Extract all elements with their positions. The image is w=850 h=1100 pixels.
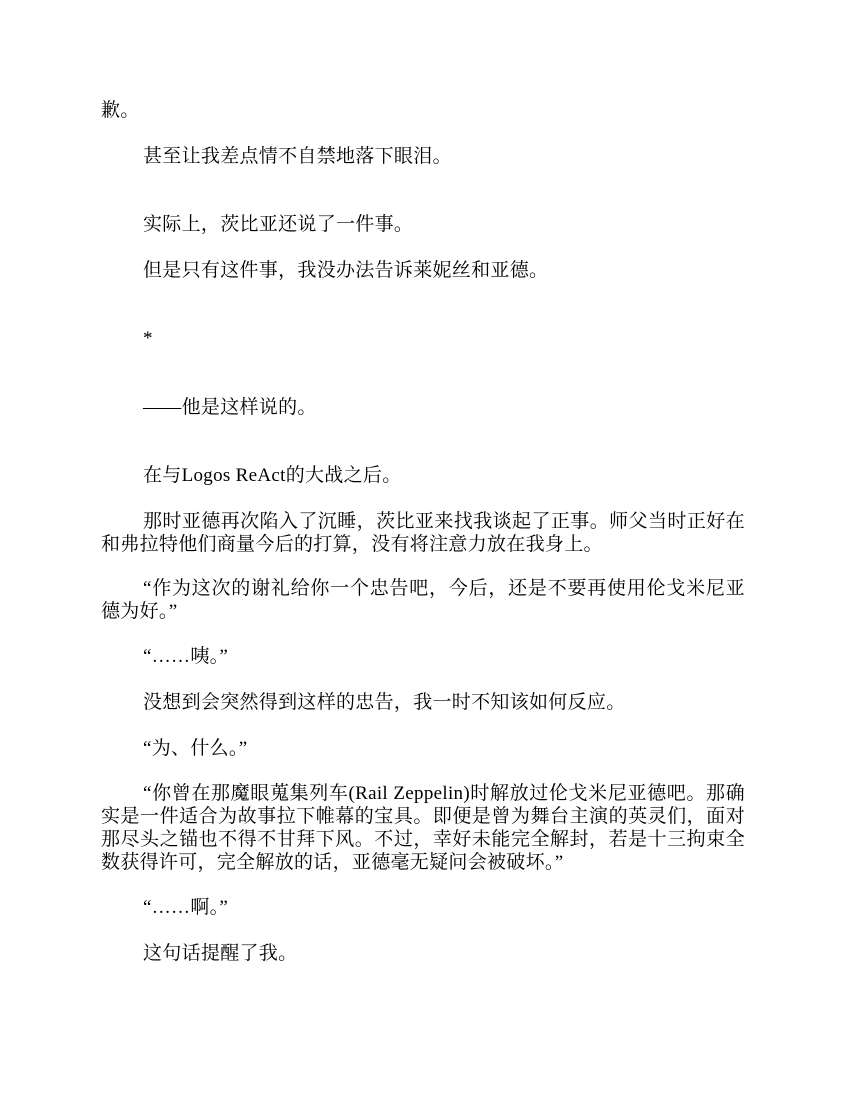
paragraph-14: 这句话提醒了我。 (143, 943, 298, 964)
section-separator: * (143, 328, 153, 349)
paragraph-10: 没想到会突然得到这样的忠告，我一时不知该如何反应。 (143, 692, 626, 713)
paragraph-8: “作为这次的谢礼给你一个忠告吧，今后，还是不要再使用伦戈米尼亚德为好。” (101, 578, 745, 622)
paragraph-5: ——他是这样说的。 (143, 397, 317, 418)
paragraph-7: 那时亚德再次陷入了沉睡，茨比亚来找我谈起了正事。师父当时正好在和弗拉特他们商量今后的打算，没有将注意力放在我身上。 (101, 511, 745, 555)
paragraph-1: 歉。 (101, 100, 140, 121)
paragraph-6: 在与Logos ReAct的大战之后。 (143, 465, 402, 486)
paragraph-9: “……咦。” (143, 646, 229, 667)
paragraph-13: “……啊。” (143, 897, 229, 918)
paragraph-11: “为、什么。” (143, 738, 248, 759)
paragraph-4: 但是只有这件事，我没办法告诉莱妮丝和亚德。 (143, 260, 549, 281)
paragraph-3: 实际上，茨比亚还说了一件事。 (143, 214, 414, 235)
paragraph-12: “你曾在那魔眼蒐集列车(Rail Zeppelin)时解放过伦戈米尼亚德吧。那确实是一件适合为故事拉下帷幕的宝具。即便是曾为舞台主演的英灵们，面对那尽头之锚也不得不甘拜下风。不过，幸好未能完全解封，若是十三拘束全数获得许可，完全解放的话，亚德毫无疑问会被破坏。” (101, 783, 745, 873)
paragraph-2: 甚至让我差点情不自禁地落下眼泪。 (143, 146, 452, 167)
